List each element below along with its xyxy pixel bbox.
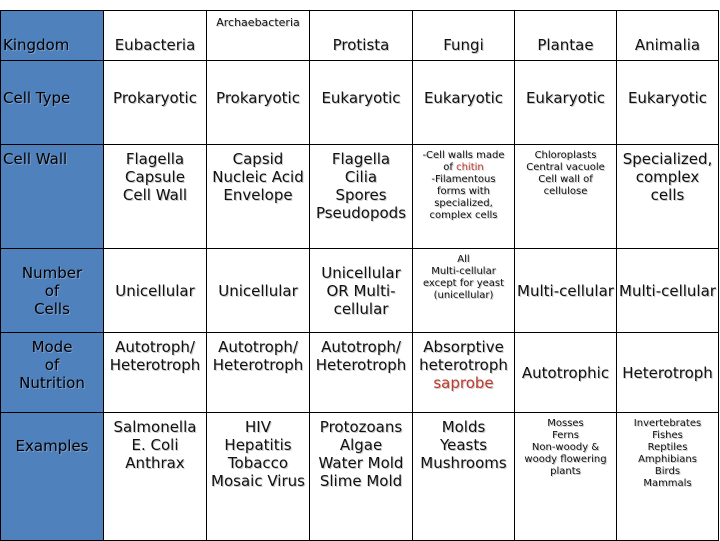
mode-of-nutrition-row — [1, 333, 719, 413]
saprobe-text: saprobe — [433, 374, 494, 392]
examples-plantae: Mosses Ferns Non-woody & woody flowering plants — [515, 413, 617, 541]
cell-type-animalia: Eukaryotic — [617, 61, 719, 145]
row-label-examples: Examples — [1, 413, 104, 541]
cell-type-fungi: Eukaryotic — [413, 61, 515, 145]
row-label-cell-type: Cell Type — [1, 61, 104, 145]
nutrition-animalia: Heterotroph — [617, 333, 719, 413]
row-label-number-of-cells: Number of Cells — [1, 249, 104, 333]
header-plantae: Plantae — [515, 11, 617, 61]
cell-wall-fungi: -Cell walls made of chitin -Filamentous forms with specialized, complex cells — [413, 145, 515, 249]
number-of-cells-eubacteria: Unicellular — [104, 249, 207, 333]
nutrition-protista: Autotroph/ Heterotroph — [310, 333, 413, 413]
kingdom-classification-table — [0, 10, 718, 540]
cell-type-eubacteria: Prokaryotic — [104, 61, 207, 145]
cell-wall-plantae: Chloroplasts Central vacuole Cell wall of cellulose — [515, 145, 617, 249]
chitin-text: chitin — [456, 162, 484, 173]
table — [0, 10, 719, 541]
number-of-cells-protista: Unicellular OR Multi- cellular — [310, 249, 413, 333]
cell-wall-eubacteria: Flagella Capsule Cell Wall — [104, 145, 207, 249]
cell-wall-archaebacteria: Capsid Nucleic Acid Envelope — [207, 145, 310, 249]
nutrition-fungi: Absorptive heterotroph saprobe — [413, 333, 515, 413]
examples-protista: Protozoans Algae Water Mold Slime Mold — [310, 413, 413, 541]
nutrition-plantae: Autotrophic — [515, 333, 617, 413]
cell-type-row — [1, 61, 719, 145]
number-of-cells-archaebacteria: Unicellular — [207, 249, 310, 333]
row-label-cell-wall: Cell Wall — [1, 145, 104, 249]
row-label-mode-of-nutrition: Mode of Nutrition — [1, 333, 104, 413]
cell-wall-protista: Flagella Cilia Spores Pseudopods — [310, 145, 413, 249]
examples-row — [1, 413, 719, 541]
number-of-cells-plantae: Multi-cellular — [515, 249, 617, 333]
number-of-cells-row — [1, 249, 719, 333]
header-animalia: Animalia — [617, 11, 719, 61]
header-kingdom: Kingdom — [1, 11, 104, 61]
cell-wall-animalia: Specialized, complex cells — [617, 145, 719, 249]
cell-type-archaebacteria: Prokaryotic — [207, 61, 310, 145]
header-archaebacteria: Archaebacteria — [207, 11, 310, 61]
number-of-cells-fungi: All Multi-cellular except for yeast (unicellular) — [413, 249, 515, 333]
cell-type-plantae: Eukaryotic — [515, 61, 617, 145]
examples-archaebacteria: HIV Hepatitis Tobacco Mosaic Virus — [207, 413, 310, 541]
header-eubacteria: Eubacteria — [104, 11, 207, 61]
nutrition-eubacteria: Autotroph/ Heterotroph — [104, 333, 207, 413]
examples-animalia: Invertebrates Fishes Reptiles Amphibians Birds Mammals — [617, 413, 719, 541]
header-fungi: Fungi — [413, 11, 515, 61]
nutrition-archaebacteria: Autotroph/ Heterotroph — [207, 333, 310, 413]
examples-eubacteria: Salmonella E. Coli Anthrax — [104, 413, 207, 541]
header-row — [1, 11, 719, 61]
cell-wall-row — [1, 145, 719, 249]
number-of-cells-animalia: Multi-cellular — [617, 249, 719, 333]
cell-type-protista: Eukaryotic — [310, 61, 413, 145]
header-protista: Protista — [310, 11, 413, 61]
examples-fungi: Molds Yeasts Mushrooms — [413, 413, 515, 541]
